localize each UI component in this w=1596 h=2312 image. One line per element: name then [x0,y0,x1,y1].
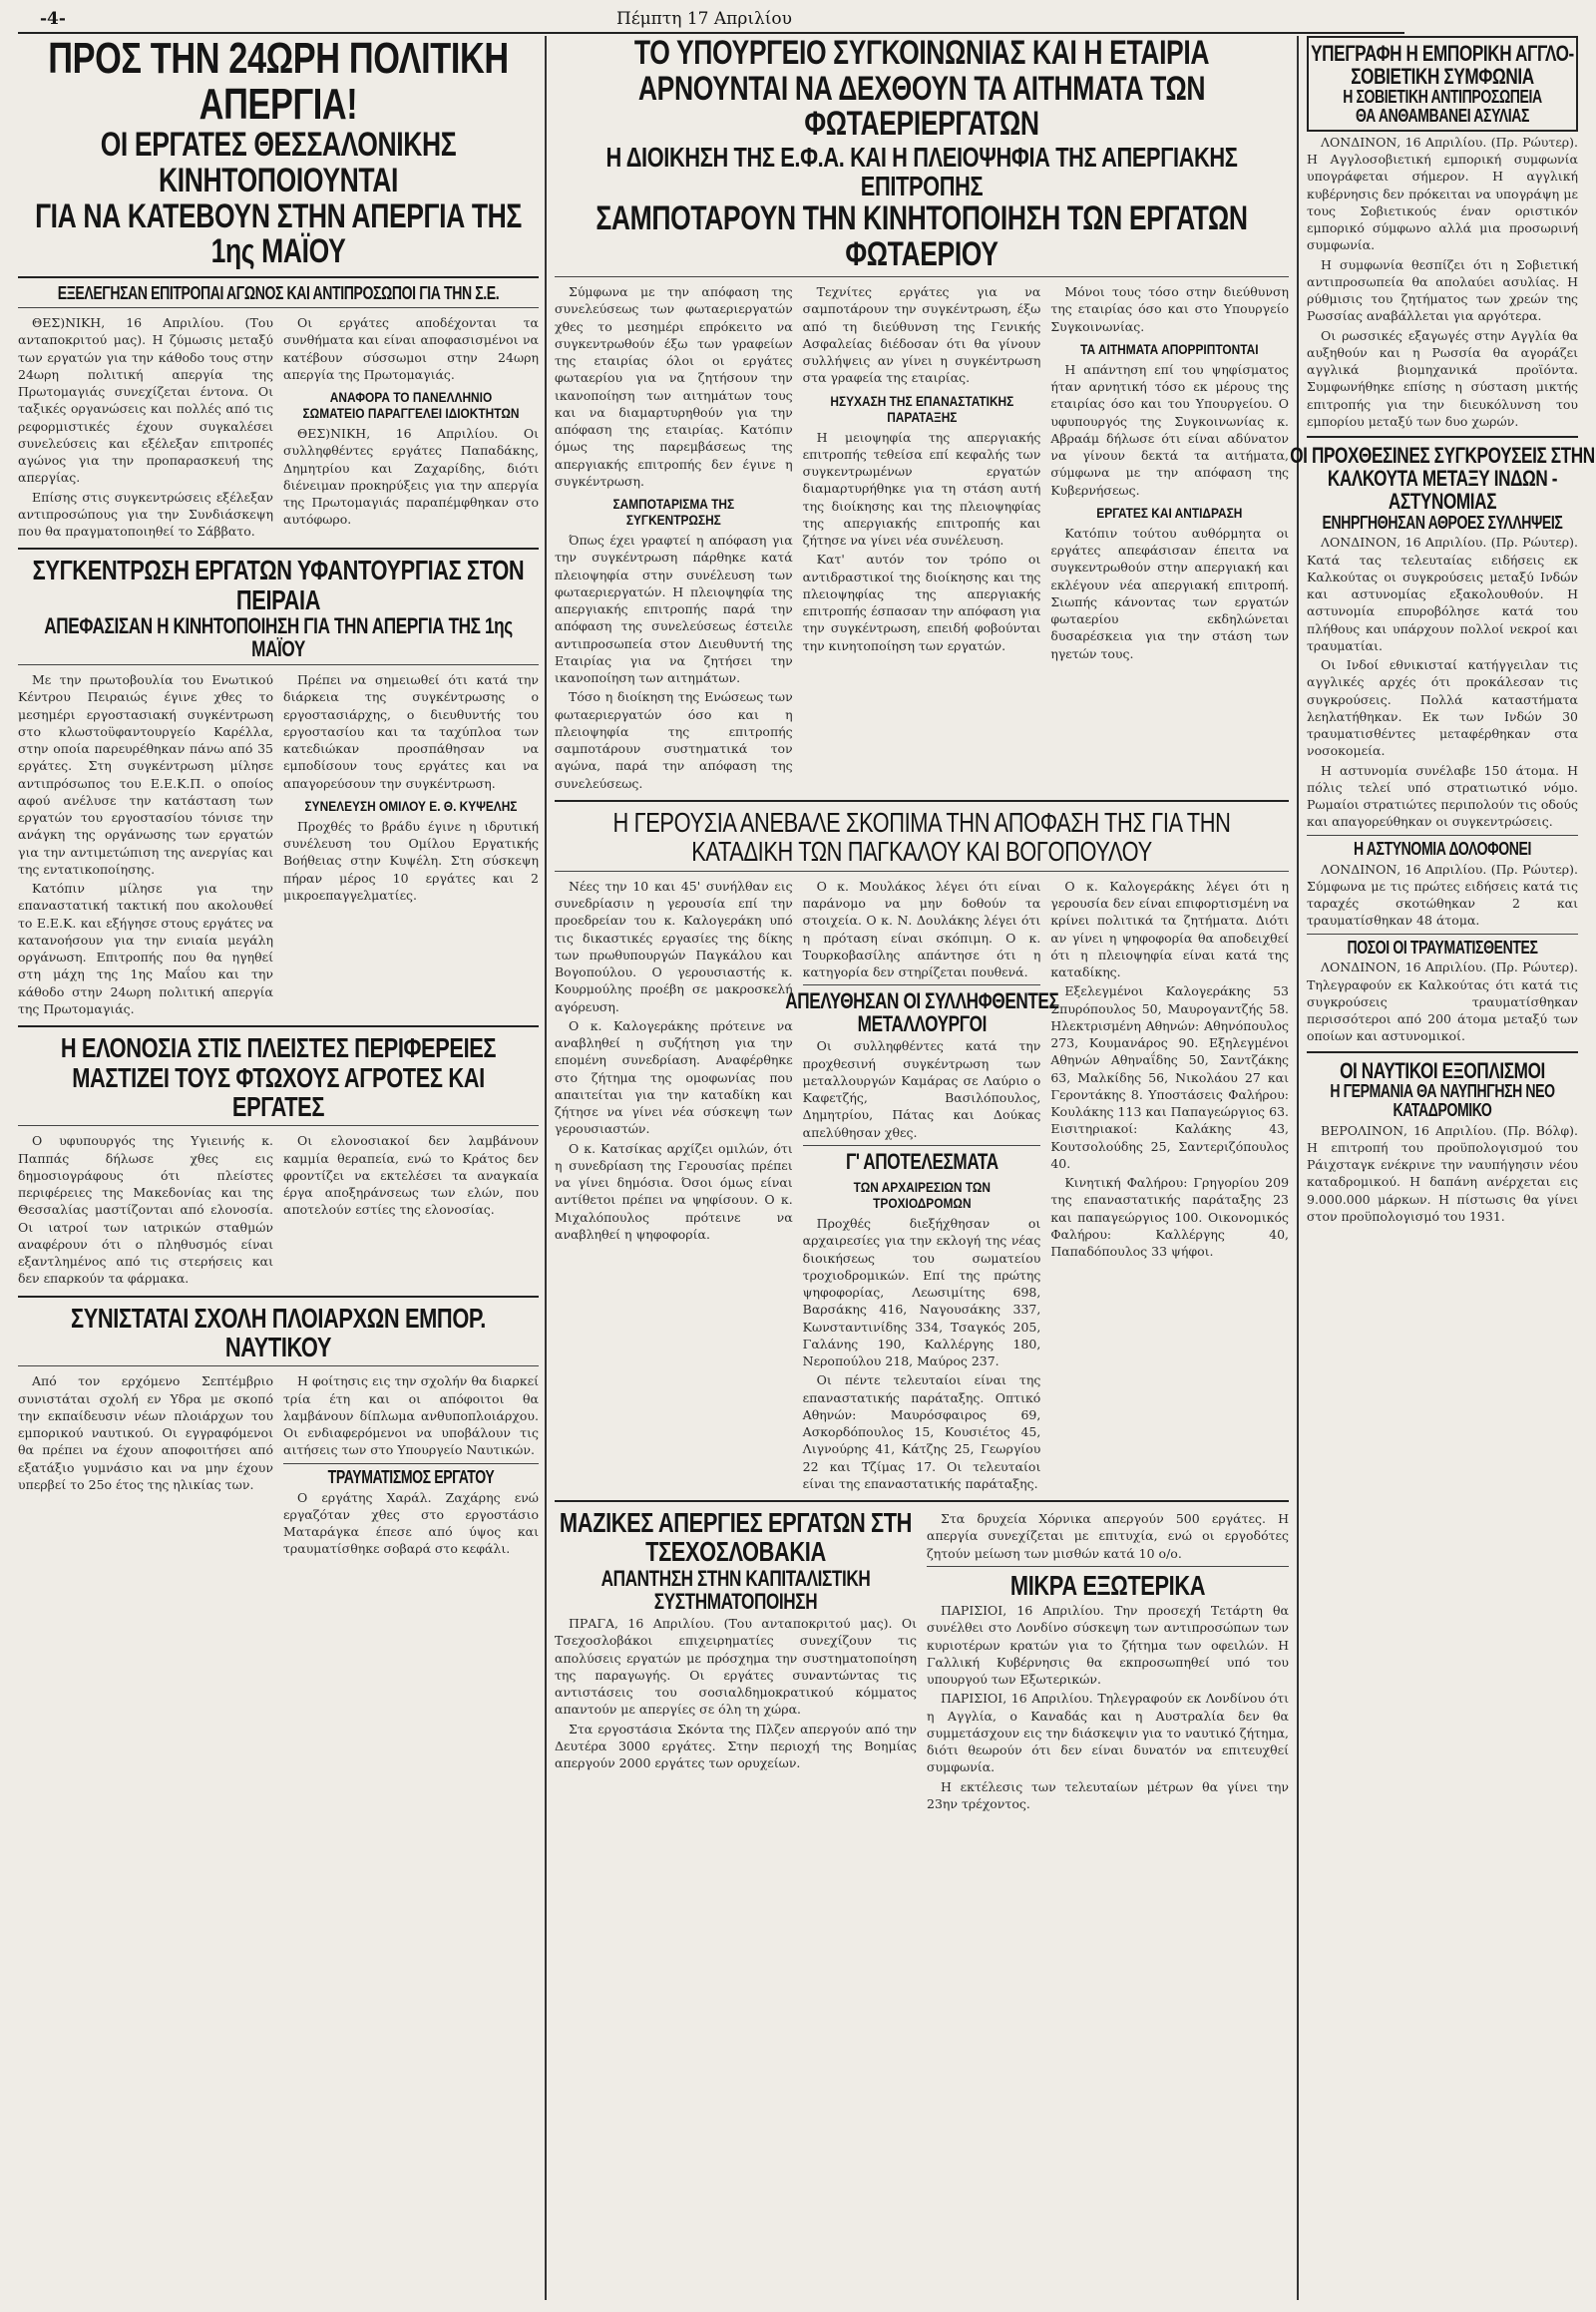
article-paragraph: Ο κ. Μουλάκος λέγει ότι είναι παράνομο να μην δοθούν τα στοιχεία. Ο κ. Ν. Δουλάκης λέγει ότι η πρόταση είναι σκόπιμη. Ο κ. Τουρκοβασίλης απάντησε ότι η κατηγορία δεν στηρίζεται πουθενά. [802,878,1041,979]
article-paragraph: Κατ' αυτόν τον τρόπο οι αντιδραστικοί της διοίκησης και της πλειοψηφίας της απεργιακής επιτροπής έσπασαν την απόφαση για την συγκέντρωση, επειδή φοβούνται την κινητοποίηση των εργατών. [802,552,1041,653]
article-paragraph: ΛΟΝΔΙΝΟΝ, 16 Απριλίου. (Πρ. Ρώυτερ). Σύμφωνα με τις πρώτες ειδήσεις κατά τις ταραχές σκοτώθηκαν 2 και τραυματίσθηκαν 48 άτομα. [1307,861,1578,929]
article-czech [555,1508,1289,1814]
article-naval-school [18,1370,539,1559]
headline-mobilization: ΑΠΕΦΑΣΙΣΑΝ Η ΚΙΝΗΤΟΠΟΙΗΣΗ ΓΙΑ ΤΗΝ ΑΠΕΡΓΙΑ ΤΗΣ 1ης ΜΑΪΟΥ [44,613,513,662]
article-subheading: ΑΝΑΦΟΡΑ ΤΟ ΠΑΝΕΛΛΗΝΙΟ ΣΩΜΑΤΕΙΟ ΠΑΡΑΓΓΕΛΕΙ ΙΔΙΟΚΤΗΤΩΝ [302,389,520,422]
headline-sabotage: ΣΑΜΠΟΤΑΡΟΥΝ ΤΗΝ ΚΙΝΗΤΟΠΟΙΗΣΗ ΤΩΝ ΕΡΓΑΤΩΝ ΦΩΤΑΕΡΙΟΥ [596,198,1248,273]
article-paragraph: ΛΟΝΔΙΝΟΝ, 16 Απριλίου. (Πρ. Ρώυτερ). Η Αγγλοσοβιετική εμπορική συμφωνία υπογράφεται σήμερον. Η αγγλική κυβέρνησις δεν πρόκειται να υπογράψη με τους Σοβιετικούς έναν οριστικόν εμπορικό σύμφωνο αλλά μια προσωρινή συμφωνία. [1307,134,1578,253]
headline-police-kill: Η ΑΣΤΥΝΟΜΙΑ ΔΟΛΟΦΟΝΕΙ [1353,838,1532,859]
article-paragraph: Ο κ. Καλογεράκης πρότεινε να αναβληθεί η συζήτηση για την επομένη συνεδρίαση. Αναφέρθηκε στο ζήτημα της ομοφωνίας που απαιτείται για την καταδίκη και ζήτησε να γίνει νέα σύσκεψη των γερουσιαστών. [555,1017,793,1137]
headline-senate: Η ΓΕΡΟΥΣΙΑ ΑΝΕΒΑΛΕ ΣΚΟΠΙΜΑ ΤΗΝ ΑΠΟΦΑΣΗ ΤΗΣ ΓΙΑ ΤΗΝ ΚΑΤΑΔΙΚΗ ΤΩΝ ΠΑΓΚΑΛΟΥ ΚΑΙ ΒΟΓΟΠΟΥΛΟΥ [612,806,1231,868]
article-paragraph: Εξελεγμένοι Καλογεράκης 53 Σπυρόπουλος 50, Μαυρογαντζής 58. Ηλεκτρισμένη Αθηνών: Αθηνόπουλος 273, Κουμανάρος 90. Εξηλεγμένοι Αθηνών Αθηναΐδης 50, Σαντζάκης 63, Μαλκίδης 56, Νικολάου 27 και Γεροντάκης 8. Υποστάσεις Φαλήρου: Κουλάκης 113 και Παπαγεώργιος 63. Εισιτηριακοί: Καλάκης 43, Κουτσολούδης 25, Σαντεριζόπουλος 40. [1050,983,1290,1171]
article-paragraph: Όπως έχει γραφτεί η απόφαση για την συγκέντρωση πάρθηκε κατά πλειοψηφία στην συνέλευση των φωταεριεργατών. Η πλειοψηφία της απεργιακής επιτροπής παρά την απόφαση της συνελεύσεως έστειλε αντιπροσωπεία στον Διευθυντή της Εταιρίας για να ζητήσει την ικανοποίηση των αιτημάτων. [555,533,793,686]
headline-malaria: Η ΕΛΟΝΟΣΙΑ ΣΤΙΣ ΠΛΕΙΣΤΕΣ ΠΕΡΙΦΕΡΕΙΕΣ ΜΑΣΤΙΖΕΙ ΤΟΥΣ ΦΤΩΧΟΥΣ ΑΓΡΟΤΕΣ ΚΑΙ ΕΡΓΑΤΕΣ [60,1032,497,1123]
article-paragraph: ΠΑΡΙΣΙΟΙ, 16 Απριλίου. Την προσεχή Τετάρτη θα συνέλθει στο Λονδίνο σύσκεψη των αντιπροσώπων των κυριοτέρων κρατών για το ζήτημα των οφειλών. Η Γαλλική Κυβέρνησις θα εκπροσωπηθεί υπό του υπουργού των Εξωτερικών. [927,1603,1289,1688]
subheadline-committees: ΕΞΕΛΕΓΗΣΑΝ ΕΠΙΤΡΟΠΑΙ ΑΓΩΝΟΣ ΚΑΙ ΑΝΤΙΠΡΟΣΩΠΟΙ ΓΙΑ ΤΗΝ Σ.Ε. [57,283,500,304]
article-paragraph: Οι συλληφθέντες κατά την προχθεσινή συγκέντρωση των μεταλλουργών Καμάρας σε Λαύριο ο Καφετζής, Βασιλόπουλος, Δημητρίου, Πάτας και Δούκας απελύθησαν χθες. [802,1038,1041,1140]
headline-germany-cruiser: Η ΓΕΡΜΑΝΙΑ ΘΑ ΝΑΥΠΗΓΗΣΗ ΝΕΟ ΚΑΤΑΔΡΟΜΙΚΟ [1330,1080,1555,1120]
headline-foreign-news: ΜΙΚΡΑ ΕΞΩΤΕΡΙΚΑ [1009,1569,1206,1601]
article-paragraph: Η μειοψηφία της απεργιακής επιτροπής τεθείσα επί κεφαλής των συγκεντρωμένων εργατών διαμαρτυρήθηκε για τη στάση αυτή της διοίκησης και της πλειοψηφίας της απεργιακής επιτροπής και ζήτησε να γίνει νέα συνέλευση. [802,429,1041,549]
article-paragraph: Ο υφυπουργός της Υγιεινής κ. Παππάς δήλωσε χθες εις δημοσιογράφους ότι πλείστες περιφέρειες της Μακεδονίας και της Θεσσαλίας μαστίζονται από ελονοσία. Οι ιατροί των ιατρικών σταθμών αναφέρουν ότι ο πληθυσμός είναι εξαντλημένος από τις στερήσεις και δεν επαρκούν τα φάρμακα. [18,1133,273,1287]
headline-refuse-demands: ΑΡΝΟΥΝΤΑΙ ΝΑ ΔΕΧΘΟΥΝ ΤΑ ΑΙΤΗΜΑΤΑ ΤΩΝ ΦΩΤΑΕΡΙΕΡΓΑΤΩΝ [637,69,1206,144]
article-paragraph: Προχθές το βράδυ έγινε η ιδρυτική συνέλευση του Ομίλου Εργατικής Βοήθειας στην Κυψέλη. Στη σύσκεψη πήραν μέρος 10 εργάτες και 2 μικροεπαγγελματίες. [283,818,539,903]
article-paragraph: Η εκτέλεσις των τελευταίων μέτρων θα γίνει την 23ην τρέχοντος. [927,1778,1289,1811]
article-subheading: ΗΣΥΧΑΣΗ ΤΗΣ ΕΠΑΝΑΣΤΑΤΙΚΗΣ ΠΑΡΑΤΑΞΗΣ [830,392,1013,425]
article-paragraph: ΠΡΑΓΑ, 16 Απριλίου. (Του ανταποκριτού μας). Οι Τσεχοσλοβάκοι επιχειρηματίες συνεχίζουν τις απολύσεις εργατών με πρόσχημα την συστηματοποίηση της παραγωγής. Οι εργάτες συναντώντας τις αντιστάσεις του σοσιαλδημοκρατικού κόμματος απαντούν με απεργίες σε όλη τη χώρα. [555,1616,917,1718]
article-paragraph: ΛΟΝΔΙΝΟΝ, 16 Απριλίου. (Πρ. Ρώυτερ). Τηλεγραφούν εκ Καλκούτας ότι κατά τις συγκρούσεις τραυματίσθηκαν περισσότεροι από 200 άτομα μεταξύ των οποίων και αστυνομικοί. [1307,960,1578,1044]
headline-calcutta: ΟΙ ΠΡΟΧΘΕΣΙΝΕΣ ΣΥΓΚΡΟΥΣΕΙΣ ΣΤΗΝ ΚΑΛΚΟΥΤΑ ΜΕΤΑΞΥ ΙΝΔΩΝ - ΑΣΤΥΝΟΜΙΑΣ [1290,443,1595,515]
article-paragraph: Κατόπιν τούτου αυθόρμητα οι εργάτες απεφάσισαν έπειτα να συγκεντρωθούν στην απεργιακή και εκλέγουν νέα απεργιακή επιτροπή. Σιωπής κάνοντας των εργατών φωταερίου εκδηλώνεται δυσαρέσκεια για την στάση των ηγετών τους. [1050,525,1290,661]
article-paragraph: Οι πέντε τελευταίοι είναι της επαναστατικής παράταξης. Οπτικό Αθηνών: Μαυρόσφαιρος 69, Ασκορδόπουλος 15, Κουσιέτος 45, Λιγνούρης 41, Κάτζης 25, Γεωργίου 22 και Τζίμας 17. Οι τελευταίοι είναι της επαναστατικής παράταξης. [802,1372,1041,1491]
headline-mayday: ΓΙΑ ΝΑ ΚΑΤΕΒΟΥΝ ΣΤΗΝ ΑΠΕΡΓΙΑ ΤΗΣ 1ης ΜΑΪΟΥ [35,196,522,271]
article-paragraph: Με την πρωτοβουλία του Ενωτικού Κέντρου Πειραιώς έγινε χθες το μεσημέρι εργοστασιακή συγκέντρωση στο κλωστοϋφαντουργείο Καρέλλα, στην οποία παρευρέθηκαν πάνω από 35 εργάτες. Στη συγκέντρωση μίλησε αντιπρόσωπος του Ε.Ε.Κ.Π. ο οποίος αφού ανέλυσε την κατάσταση των εργατών του εργοστασίου τόνισε την ανάγκη της οργάνωσης των εργατών για την αντιμετώπιση της ανεργίας και της εντατικοποίησης. [18,672,273,877]
page-date: Πέμπτη 17 Απριλίου [616,9,793,29]
article-paragraph: Στα εργοστάσια Σκόντα της Πλζεν απεργούν από την Δευτέρα 3000 εργάτες. Στην περιοχή της Βοημίας απεργούν 2000 εργάτες των ορυχείων. [555,1721,917,1770]
article-paragraph: ΒΕΡΟΛΙΝΟΝ, 16 Απριλίου. (Πρ. Βόλφ). Η επιτροπή του προϋπολογισμού του Ράιχσταγκ ενέκρινε την ναυπήγησιν νέου καταδρομικού. Η δαπάνη ανέρχεται εις 9.000.000 μάρκων. Η πίστωσις θα γίνει στον προϋπολογισμό του 1931. [1307,1122,1578,1224]
article-paragraph: Οι ελονοσιακοί δεν λαμβάνουν καμμία θεραπεία, ενώ το Κράτος δεν φροντίζει να εκτελέσει τα αναγκαία έργα αποξηράνσεως των ελών, που αποτελούν εστίες της ελονοσίας. [283,1133,539,1218]
article-thessaloniki [18,312,539,542]
headline-czech-strikes: ΜΑΖΙΚΕΣ ΑΠΕΡΓΙΕΣ ΕΡΓΑΤΩΝ ΣΤΗ ΤΣΕΧΟΣΛΟΒΑΚΙΑ [559,1507,913,1568]
article-paragraph: Στα δρυχεία Χόρνικα απεργούν 500 εργάτες. Η απεργία συνεχίζεται με επιτυχία, ενώ οι εργοδότες ζητούν μείωση των μισθών κατά 10 ο/ο. [927,1511,1289,1561]
article-textile [18,669,539,1019]
headline-ministry: ΤΟ ΥΠΟΥΡΓΕΙΟ ΣΥΓΚΟΙΝΩΝΙΑΣ ΚΑΙ Η ΕΤΑΙΡΙΑ [633,34,1210,72]
headline-injured: ΠΟΣΟΙ ΟΙ ΤΡΑΥΜΑΤΙΣΘΕΝΤΕΣ [1347,937,1538,958]
article-paragraph: Η συμφωνία θεσπίζει ότι η Σοβιετική αντιπροσωπεία θα απολαύει ασυλίας. Η ρύθμισις του ζητήματος των χρεών της Ρωσσίας αναβάλλεται για αργότερα. [1307,256,1578,324]
article-paragraph: Προχθές διεξήχθησαν οι αρχαιρεσίες για την εκλογή της νέας διοικήσεως του σωματείου τροχιοδρομικών. Επί της πρώτης ψηφοφορίας, Λεωσιμίτης 698, Βαρσάκης 416, Ναγουσάκης 337, Κωνσταντινίδης 334, Τσαγκός 205, Γαλάνης 190, Καλλέργης 180, Νεροπούλου 218, Μαύρος 237. [802,1216,1041,1369]
article-senate [555,876,1289,1494]
article-subheading: ΤΩΝ ΑΡΧΑΙΡΕΣΙΩΝ ΤΩΝ ΤΡΟΧΙΟΔΡΟΜΩΝ [853,1179,991,1212]
page-header [18,6,1404,34]
article-paragraph: ΠΑΡΙΣΙΟΙ, 16 Απριλίου. Τηλεγραφούν εκ Λονδίνου ότι η Αγγλία, ο Καναδάς και η Αυστραλία δεν θα συμμετάσχουν εις την διάσκεψιν για το ναυτικό ζήτημα, διότι θεωρούν ότι δεν είναι δυνατόν να επιτευχθεί συμφωνία. [927,1691,1289,1775]
headline-immunity: ΘΑ ΑΝΘΑΜΒΑΝΕΙ ΑΣΥΛΙΑΣ [1355,106,1530,127]
article-paragraph: Η φοίτησις εις την σχολήν θα διαρκεί τρία έτη και οι απόφοιτοι θα λαμβάνουν δίπλωμα ανθυποπλοιάρχου. Οι ενδιαφερόμενοι να υποβάλουν τις αιτήσεις των στο Υπουργείο Ναυτικών. [283,1373,539,1458]
headline-naval-armaments: ΟΙ ΝΑΥΤΙΚΟΙ ΕΞΟΠΛΙΣΜΟΙ [1340,1057,1545,1083]
article-paragraph: Ο κ. Κατσίκας αρχίζει ομιλών, ότι η συνεδρίαση της Γερουσίας πρέπει να γίνει δημόσια. Όσοι όμως είναι αντίθετοι πρέπει να ψηφίσουν. Ο κ. Μιχαλόπουλος πρότεινε να αναβληθεί η ψηφοφορία. [555,1140,793,1242]
headline-worker-injury: ΤΡΑΥΜΑΤΙΣΜΟΣ ΕΡΓΑΤΟΥ [327,1466,495,1487]
headline-naval-school: ΣΥΝΙΣΤΑΤΑΙ ΣΧΟΛΗ ΠΛΟΙΑΡΧΩΝ ΕΜΠΟΡ. ΝΑΥΤΙΚΟΥ [71,1302,486,1363]
article-subheading: ΣΥΝΕΛΕΥΣΗ ΟΜΙΛΟΥ Ε. Θ. ΚΥΨΕΛΗΣ [304,797,518,814]
article-paragraph: Οι Ινδοί εθνικισταί κατήγγειλαν τις αγγλικές αρχές ότι προκάλεσαν τις συγκρούσεις. Πολλά καταστήματα λεηλατήθηκαν. Εκ των Ινδών 30 τραυματισθέντες μεταφέρθηκαν στα νοσοκομεία. [1307,657,1578,759]
article-paragraph: Η απάντηση επί του ψηφίσματος ήταν αρνητική τόσο εκ μέρους της εταιρίας όσο και του Υπουργείου. Ο υφυπουργός της Συγκοινωνίας κ. Αβραάμ δήλωσε ότι είναι αδύνατον να γίνουν δεκτά τα αιτήματα, σύμφωνα με την απόφαση της Κυβερνήσεως. [1050,361,1290,498]
article-paragraph: Οι ρωσσικές εξαγωγές στην Αγγλία θα αυξηθούν και η Ρωσσία θα αγοράζει αγγλικά βιομηχανικά προϊόντα. Συμφωνήθηκε επίσης η σύσταση μικτής επιτροπής για την διευκόλυνση του εμπορίου μεταξύ των δυο χωρών. [1307,327,1578,429]
headline-trade-agreement: ΥΠΕΓΡΑΦΗ Η ΕΜΠΟΡΙΚΗ ΑΓΓΛΟ-ΣΟΒΙΕΤΙΚΗ ΣΥΜΦΩΝΙΑ [1311,41,1574,90]
boxed-trade-agreement [1307,36,1578,132]
article-malaria [18,1130,539,1289]
article-paragraph: Τόσο η διοίκηση της Ενώσεως των φωταεριεργατών όσο και η πλειοψηφία της επιτροπής σαμποτάρουν συστηματικά τον αγώνα, παρά την απόφαση της συνελεύσεως. [555,689,793,791]
article-paragraph: ΛΟΝΔΙΝΟΝ, 16 Απριλίου. (Πρ. Ρώυτερ). Κατά τας τελευταίας ειδήσεις εκ Καλκούτας οι συγκρούσεις μεταξύ Ινδών και αστυνομίας εξακολουθούν. Η αστυνομία επυροβόλησε κατά του πλήθους και υπάρχουν πολλοί νεκροί και τραυματίαι. [1307,535,1578,653]
column-1 [18,36,539,2300]
headline-strike: ΠΡΟΣ ΤΗΝ 24ΩΡΗ ΠΟΛΙΤΙΚΗ ΑΠΕΡΓΙΑ! [48,34,509,130]
article-gas-workers [555,281,1289,794]
article-paragraph: Τεχνίτες εργάτες για να σαμποτάρουν την συγκέντρωση, έξω από τη διεύθυνση της Γενικής Ασφαλείας διέδοσαν ότι θα γίνουν συλλήψεις αν γίνει η συγκέντρωση στα γραφεία της εταιρίας. [802,284,1041,386]
headline-thessaloniki: ΟΙ ΕΡΓΑΤΕΣ ΘΕΣΣΑΛΟΝΙΚΗΣ ΚΙΝΗΤΟΠΟΙΟΥΝΤΑΙ [100,126,457,200]
article-paragraph: Νέες την 10 και 45' συνήλθαν εις συνεδρίασιν η γερουσία επί την προεδρείαν του κ. Καλογεράκη υπό τις δικαστικές εργασίες της δίκης των πρωθυπουργών Παγκάλου και Βογοπούλου. Ο γερουσιαστής κ. Κουρμούλης προέβη σε μακροσκελή αγόρευση. [555,878,793,1014]
headline-efa-administration: Η ΔΙΟΙΚΗΣΗ ΤΗΣ Ε.Φ.Α. ΚΑΙ Η ΠΛΕΙΟΨΗΦΙΑ ΤΗΣ ΑΠΕΡΓΙΑΚΗΣ ΕΠΙΤΡΟΠΗΣ [605,142,1238,202]
article-subheading: ΣΑΜΠΟΤΑΡΙΣΜΑ ΤΗΣ ΣΥΓΚΕΝΤΡΩΣΗΣ [612,496,735,529]
column-middle [555,36,1289,2300]
article-paragraph: Ο εργάτης Χαράλ. Ζαχάρης ενώ εργαζόταν χθες στο εργοστάσιο Ματαράγκα έπεσε από ύψος και τραυματίσθηκε σοβαρά στο κεφάλι. [283,1489,539,1557]
article-paragraph: Από τον ερχόμενο Σεπτέμβριο συνιστάται σχολή εν Υδρα με σκοπό την εκπαίδευσιν νέων πλοιάρχων του εμπορικού ναυτικού. Οι εγγραφόμενοι θα πρέπει να έχουν αποφοιτήσει από εξατάξιο γυμνάσιο και να μην έχουν υπερβεί το 25ο έτος της ηλικίας των. [18,1373,273,1492]
article-paragraph: Σύμφωνα με την απόφαση της συνελεύσεως των φωταεριεργατών χθες το μεσημέρι επρόκειτο να συγκεντρωθούν έξω των γραφείων της εταιρίας όλοι οι εργάτες φωταερίου για να ζητήσουν την ικανοποίηση των αιτημάτων τους και να διαμαρτυρηθούν για την απόφαση της εταιρίας. Κατόπιν όμως της παρεμβάσεως της απεργιακής επιτροπής δεν έγινε η συγκέντρωση. [555,284,793,489]
article-paragraph: Ο κ. Καλογεράκης λέγει ότι η γερουσία δεν είναι επιφορτισμένη να κρίνει πολιτικά τα ζητήματα. Διότι αν γίνει η ψηφοφορία θα αποδειχθεί ότι η πλειοψηφία είναι κατά της καταδίκης. [1050,878,1290,979]
headline-czech-answer: ΑΠΑΝΤΗΣΗ ΣΤΗΝ ΚΑΠΙΤΑΛΙΣΤΙΚΗ ΣΥΣΤΗΜΑΤΟΠΟΙΗΣΗ [600,1565,871,1614]
article-paragraph: Κινητική Φαλήρου: Γρηγορίου 209 της επαναστατικής παράταξης 23 και παπαγεώργιος 100. Οικονομικός Φαλήρου: Καλλέργης 40, Παπαδόπουλος 33 ψήφοι. [1050,1175,1290,1259]
headline-textile-workers: ΣΥΓΚΕΝΤΡΩΣΗ ΕΡΓΑΤΩΝ ΥΦΑΝΤΟΥΡΓΙΑΣ ΣΤΟΝ ΠΕΙΡΑΙΑ [32,555,525,615]
article-subheading: ΤΑ ΑΙΤΗΜΑΤΑ ΑΠΟΡΡΙΠΤΟΝΤΑΙ [1080,340,1259,357]
article-paragraph: Κατόπιν μίλησε για την επαναστατική τακτική που ακολουθεί το Ε.Ε.Κ. και εξήγησε στους εργάτες να κατανοήσουν για την ενιαία μεγάλη οργάνωση. Επιτροπής που θα ηγηθεί στη μάχη της 1ης Μαΐου και την κάθοδο στην 24ωρη πολιτική απεργία της Πρωτομαγιάς. [18,881,273,1016]
article-paragraph: Οι εργάτες αποδέχονται τα συνθήματα και είναι αποφασισμένοι να κατέβουν σύσσωμοι στην 24ωρη απεργία της Πρωτομαγιάς. [283,315,539,382]
headline-soviet-delegation: Η ΣΟΒΙΕΤΙΚΗ ΑΝΤΙΠΡΟΣΩΠΕΙΑ [1343,87,1542,108]
article-paragraph: Η αστυνομία συνέλαβε 150 άτομα. Η πόλις τελεί υπό στρατιωτικό νόμο. Ρωμαίοι στρατιώτες περιπολούν τις οδούς και απαγορεύθηκαν οι συγκεντρώσεις. [1307,762,1578,830]
column-right [1290,36,1595,2300]
article-paragraph: Μόνοι τους τόσο στην διεύθυνση της εταιρίας όσο και στο Υπουργείο Συγκοινωνίας. [1050,284,1290,334]
article-paragraph: ΘΕΣ)ΝΙΚΗ, 16 Απριλίου. Οι συλληφθέντες εργάτες Παπαδάκης, Δημητρίου και Ζαχαρίδης, διότι διένειμαν προκηρύξεις για την απεργία της Πρωτομαγιάς παραπέμφθηκαν στο αυτόφωρο. [283,426,539,528]
article-subheading: ΕΡΓΑΤΕΣ ΚΑΙ ΑΝΤΙΔΡΑΣΗ [1096,504,1243,521]
headline-arrests: ΕΝΗΡΓΗΘΗΣΑΝ ΑΘΡΟΕΣ ΣΥΛΛΗΨΕΙΣ [1322,512,1563,533]
headline-results: Γ' ΑΠΟΤΕΛΕΣΜΑΤΑ [845,1148,998,1174]
article-paragraph: Πρέπει να σημειωθεί ότι κατά την διάρκεια της συγκέντρωσης ο εργοστασιάρχης, ο διευθυντής του εργοστασίου και τα ταχύπλοα των κατεδιώκαν προσπάθησαν να εμποδίσουν τους εργάτες και να απαγορεύσουν την συγκέντρωση. [283,672,539,791]
page-number: -4- [40,9,66,29]
headline-released: ΑΠΕΛΥΘΗΣΑΝ ΟΙ ΣΥΛΛΗΦΘΕΝΤΕΣ ΜΕΤΑΛΛΟΥΡΓΟΙ [784,988,1059,1037]
article-paragraph: Επίσης στις συγκεντρώσεις εξέλεξαν αντιπροσώπους για την Συνδιάσκεψη που θα πραγματοποιηθεί το Σάββατο. [18,489,273,540]
article-paragraph: ΘΕΣ)ΝΙΚΗ, 16 Απριλίου. (Του ανταποκριτού μας). Η ζύμωσις μεταξύ των εργατών για την κάθοδο τους στην 24ωρη πολιτική απεργία της Πρωτομαγιάς συνεχίζεται έντονα. Οι ταξικές οργανώσεις και πολλές από τις ρεφορμιστικές έχουν συγκαλέσει συνελεύσεις και εξέλεξαν επιτροπές αγώνος για την προπαρασκευή της απεργίας. [18,315,273,486]
